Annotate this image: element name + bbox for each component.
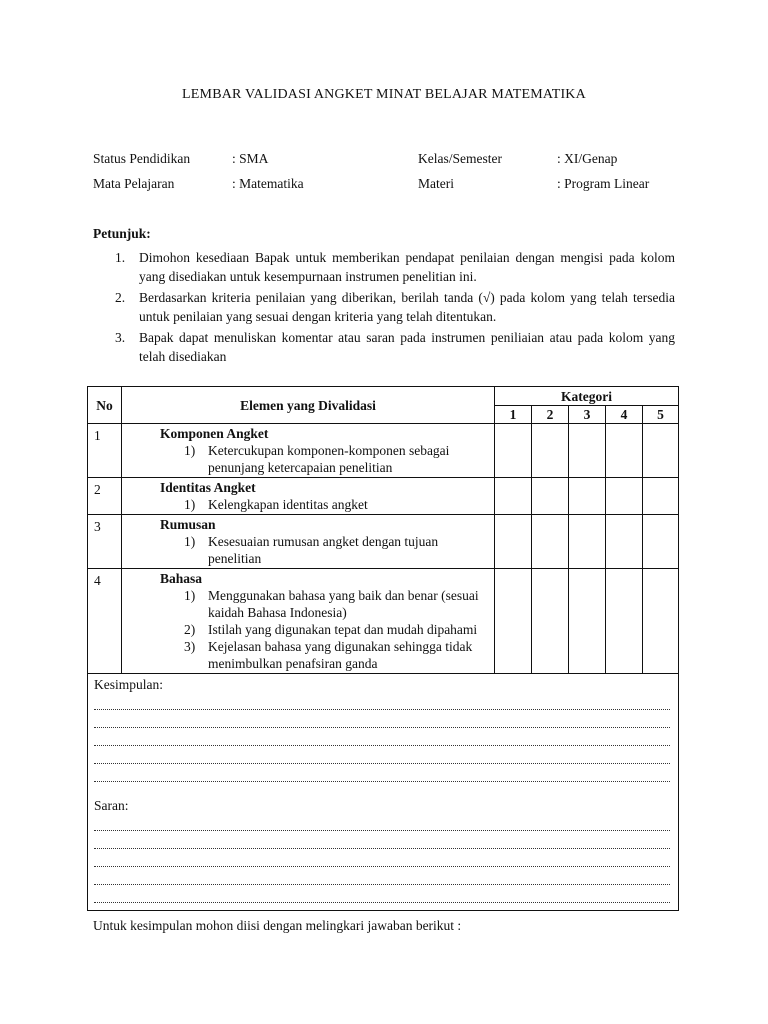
rating-cell[interactable] (643, 569, 679, 674)
rating-cell[interactable] (495, 515, 532, 569)
element-title: Identitas Angket (160, 480, 256, 495)
instruction-list (93, 248, 675, 368)
category-4: 4 (606, 406, 643, 424)
table-row (88, 569, 679, 674)
kesimpulan-line[interactable] (94, 729, 670, 746)
rating-cell[interactable] (643, 478, 679, 515)
instruction-item (93, 248, 675, 286)
saran-label: Saran: (94, 798, 129, 813)
saran-line[interactable] (94, 832, 670, 849)
element-title: Komponen Angket (160, 426, 269, 441)
sub-item-number: 3) (184, 639, 196, 654)
row-element (122, 478, 495, 515)
kelas-label: Kelas/Semester (418, 151, 502, 166)
category-5: 5 (643, 406, 679, 424)
rating-cell[interactable] (532, 515, 569, 569)
saran-line[interactable] (94, 868, 670, 885)
table-row (88, 478, 679, 515)
row-element (122, 424, 495, 478)
sub-item-line: Kesesuaian rumusan angket dengan tujuan (208, 534, 439, 549)
instruction-text: Dimohon kesediaan Bapak untuk memberikan pendapat penilaian dengan mengisi pada kolom yang disediakan untuk kesempurnaan instrumen penelitian ini. (139, 250, 675, 284)
sub-item (184, 496, 490, 513)
rating-cell[interactable] (569, 424, 606, 478)
row-number: 3 (88, 515, 122, 569)
sub-item-line: Menggunakan bahasa yang baik dan benar (sesuai (208, 588, 479, 603)
instruction-item (93, 288, 675, 326)
sub-item (184, 638, 490, 672)
sub-item-number: 1) (184, 588, 196, 603)
sub-item-number: 1) (184, 443, 196, 458)
sub-item-line: menimbulkan penafsiran ganda (208, 656, 378, 671)
sub-item-text (208, 587, 490, 621)
element-title: Bahasa (160, 571, 203, 586)
rating-cell[interactable] (495, 569, 532, 674)
sub-item (184, 621, 490, 638)
instruction-number: 2. (115, 290, 126, 305)
rating-cell[interactable] (606, 478, 643, 515)
sub-item-line: penelitian (208, 551, 262, 566)
sub-item-number: 1) (184, 534, 196, 549)
instruction-item (93, 328, 675, 366)
comments-cell (88, 674, 679, 911)
sub-item (184, 533, 490, 567)
rating-cell[interactable] (643, 515, 679, 569)
comments-row (88, 674, 679, 911)
sub-item-text (208, 621, 490, 638)
mapel-label: Mata Pelajaran (93, 176, 175, 191)
sub-item (184, 442, 490, 476)
rating-cell[interactable] (569, 515, 606, 569)
rating-cell[interactable] (606, 515, 643, 569)
sub-item (184, 587, 490, 621)
rating-cell[interactable] (495, 424, 532, 478)
element-title: Rumusan (160, 517, 216, 532)
header-no: No (88, 387, 122, 424)
sub-item-number: 2) (184, 622, 196, 637)
instruction-text: Bapak dapat menuliskan komentar atau saran pada instrumen peniliaian atau pada kolom yang telah disediakan (139, 330, 675, 364)
sub-item-text (208, 442, 490, 476)
rating-cell[interactable] (532, 478, 569, 515)
status-label: Status Pendidikan (93, 151, 191, 166)
sub-item-line: Kejelasan bahasa yang digunakan sehingga tidak (208, 639, 473, 654)
header-kategori: Kategori (495, 387, 679, 406)
kesimpulan-line[interactable] (94, 693, 670, 710)
rating-cell[interactable] (643, 424, 679, 478)
row-element (122, 515, 495, 569)
category-1: 1 (495, 406, 532, 424)
rating-cell[interactable] (532, 569, 569, 674)
rating-cell[interactable] (569, 478, 606, 515)
materi-label: Materi (418, 176, 454, 191)
saran-line[interactable] (94, 850, 670, 867)
sub-item-line: Istilah yang digunakan tepat dan mudah dipahami (208, 622, 478, 637)
page-title: LEMBAR VALIDASI ANGKET MINAT BELAJAR MATEMATIKA (182, 87, 586, 102)
validation-table (87, 386, 679, 911)
row-number: 4 (88, 569, 122, 674)
sub-item-line: penunjang ketercapaian penelitian (208, 460, 393, 475)
rating-cell[interactable] (569, 569, 606, 674)
petunjuk-label: Petunjuk: (93, 226, 151, 241)
category-3: 3 (569, 406, 606, 424)
rating-cell[interactable] (606, 424, 643, 478)
row-number: 2 (88, 478, 122, 515)
sub-item-text (208, 496, 490, 513)
sub-item-line: Ketercukupan komponen-komponen sebagai (208, 443, 450, 458)
status-value: : SMA (232, 151, 269, 166)
footer-instruction: Untuk kesimpulan mohon diisi dengan melingkari jawaban berikut : (93, 918, 462, 933)
kesimpulan-label: Kesimpulan: (94, 677, 163, 692)
sub-item-number: 1) (184, 497, 196, 512)
materi-value: : Program Linear (557, 176, 650, 191)
rating-cell[interactable] (495, 478, 532, 515)
row-element (122, 569, 495, 674)
table-row (88, 424, 679, 478)
kesimpulan-line[interactable] (94, 747, 670, 764)
kelas-value: : XI/Genap (557, 151, 618, 166)
instruction-number: 1. (115, 250, 126, 265)
kesimpulan-line[interactable] (94, 765, 670, 782)
instruction-number: 3. (115, 330, 126, 345)
saran-line[interactable] (94, 886, 670, 903)
rating-cell[interactable] (532, 424, 569, 478)
sub-item-text (208, 533, 490, 567)
saran-line[interactable] (94, 814, 670, 831)
sub-item-line: Kelengkapan identitas angket (208, 497, 368, 512)
table-row (88, 515, 679, 569)
sub-item-line: kaidah Bahasa Indonesia) (208, 605, 347, 620)
header-elemen: Elemen yang Divalidasi (122, 387, 495, 424)
category-2: 2 (532, 406, 569, 424)
kesimpulan-line[interactable] (94, 711, 670, 728)
mapel-value: : Matematika (232, 176, 304, 191)
instruction-text: Berdasarkan kriteria penilaian yang diberikan, berilah tanda (√) pada kolom yang telah tersedia untuk penilaian yang sesuai dengan kriteria yang telah ditentukan. (139, 290, 675, 324)
rating-cell[interactable] (606, 569, 643, 674)
sub-item-text (208, 638, 490, 672)
row-number: 1 (88, 424, 122, 478)
